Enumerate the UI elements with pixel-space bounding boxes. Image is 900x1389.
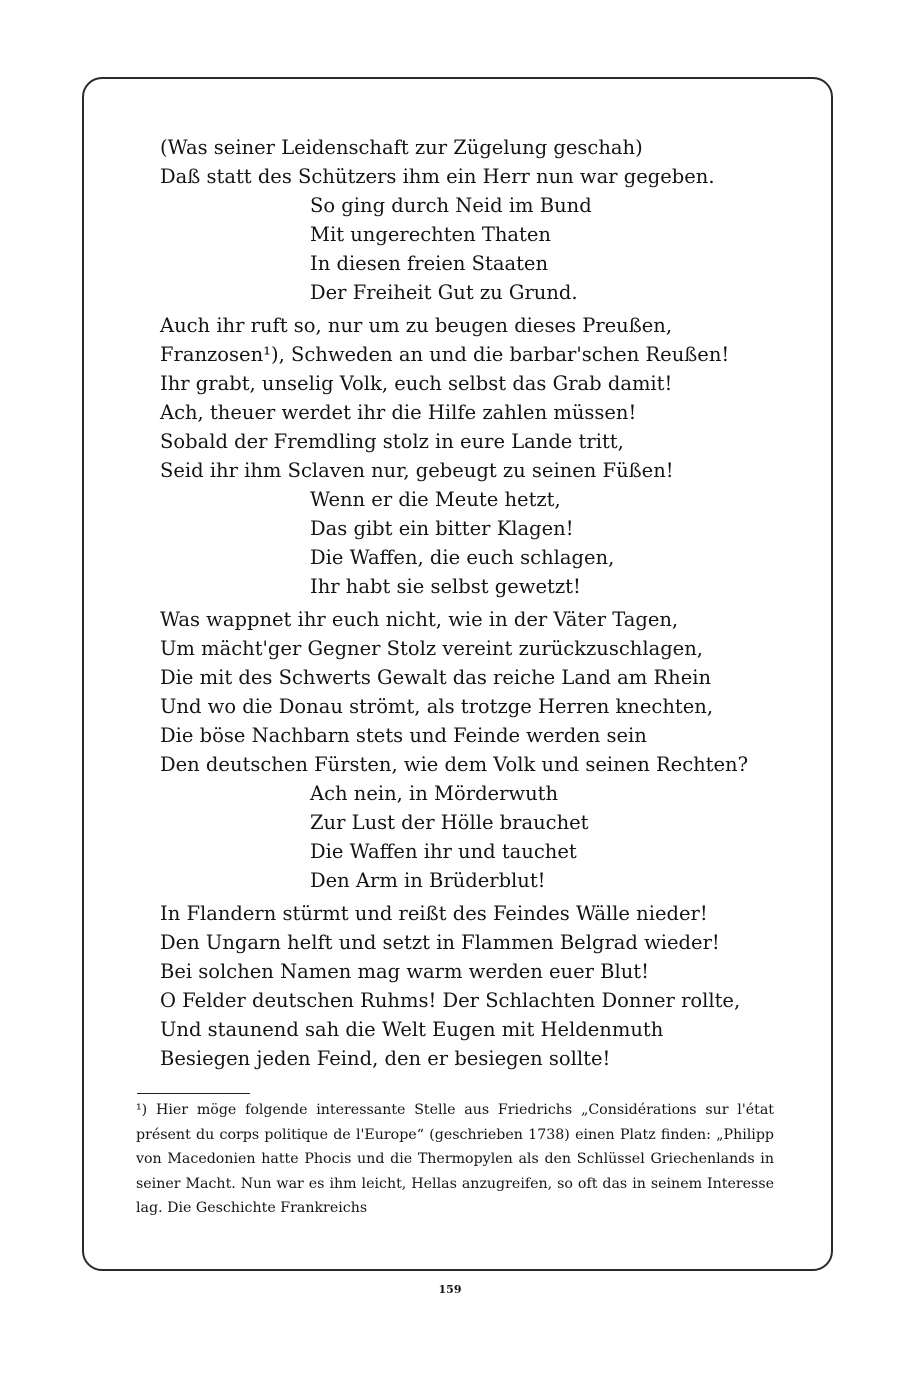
poem-line: Ihr habt sie selbst gewetzt!: [310, 575, 581, 598]
poem-line: In diesen freien Staaten: [310, 252, 549, 275]
poem-line: O Felder deutschen Ruhms! Der Schlachten Donner rollte,: [160, 989, 741, 1012]
poem-line: (Was seiner Leidenschaft zur Zügelung geschah): [160, 136, 643, 159]
poem-line: Seid ihr ihm Sclaven nur, gebeugt zu seinen Füßen!: [160, 459, 674, 482]
poem-line: Den Ungarn helft und setzt in Flammen Belgrad wieder!: [160, 931, 720, 954]
refrain-2: [160, 485, 820, 601]
poem-line: Bei solchen Namen mag warm werden euer Blut!: [160, 960, 649, 983]
refrain-1: [160, 191, 820, 307]
poem-line: So ging durch Neid im Bund: [310, 194, 592, 217]
footnote-marker: ¹): [136, 1102, 148, 1118]
poem-line: Zur Lust der Hölle brauchet: [310, 811, 589, 834]
footnote: [136, 1098, 774, 1221]
poem-line: Ach, theuer werdet ihr die Hilfe zahlen müssen!: [160, 401, 637, 424]
poem-line: Die Waffen, die euch schlagen,: [310, 546, 615, 569]
poem-line: Den Arm in Brüderblut!: [310, 869, 546, 892]
stanza-3: [160, 605, 820, 779]
poem-line: In Flandern stürmt und reißt des Feindes Wälle nieder!: [160, 902, 708, 925]
poem-line: Der Freiheit Gut zu Grund.: [310, 281, 578, 304]
poem-line: Auch ihr ruft so, nur um zu beugen dieses Preußen,: [160, 314, 673, 337]
footnote-text: Hier möge folgende interessante Stelle aus Friedrichs „Considérations sur l'état présent du corps politique de l'Europe“ (geschrieben 1738) einen Platz finden: „Philipp von Macedonien hatte Phocis und die Thermopylen als den Schlüssel Griechenlands in seiner Macht. Nun war es ihm leicht, Hellas anzugreifen, so oft das in seinem Interesse lag. Die Geschichte Frankreichs: [136, 1102, 774, 1216]
page-number: 159: [438, 1283, 462, 1296]
stanza-1: [160, 133, 820, 191]
poem-line: Mit ungerechten Thaten: [310, 223, 551, 246]
poem-line: Franzosen¹), Schweden an und die barbar'schen Reußen!: [160, 343, 730, 366]
poem-line: Die böse Nachbarn stets und Feinde werden sein: [160, 724, 647, 747]
poem-line: Daß statt des Schützers ihm ein Herr nun war gegeben.: [160, 165, 715, 188]
poem-line: Ihr grabt, unselig Volk, euch selbst das Grab damit!: [160, 372, 673, 395]
stanza-4: [160, 899, 820, 1073]
poem-line: Das gibt ein bitter Klagen!: [310, 517, 574, 540]
poem-line: Und wo die Donau strömt, als trotzge Herren knechten,: [160, 695, 714, 718]
poem-line: Besiegen jeden Feind, den er besiegen sollte!: [160, 1047, 611, 1070]
footnote-divider: [137, 1093, 250, 1094]
poem-line: Sobald der Fremdling stolz in eure Lande tritt,: [160, 430, 624, 453]
poem: [160, 133, 820, 1073]
poem-line: Um mächt'ger Gegner Stolz vereint zurückzuschlagen,: [160, 637, 703, 660]
poem-line: Und staunend sah die Welt Eugen mit Heldenmuth: [160, 1018, 664, 1041]
poem-line: Was wappnet ihr euch nicht, wie in der Väter Tagen,: [160, 608, 679, 631]
poem-line: Die mit des Schwerts Gewalt das reiche Land am Rhein: [160, 666, 712, 689]
stanza-2: [160, 311, 820, 485]
poem-line: Ach nein, in Mörderwuth: [310, 782, 559, 805]
poem-line: Die Waffen ihr und tauchet: [310, 840, 577, 863]
poem-line: Wenn er die Meute hetzt,: [310, 488, 561, 511]
poem-line: Den deutschen Fürsten, wie dem Volk und seinen Rechten?: [160, 753, 749, 776]
refrain-3: [160, 779, 820, 895]
